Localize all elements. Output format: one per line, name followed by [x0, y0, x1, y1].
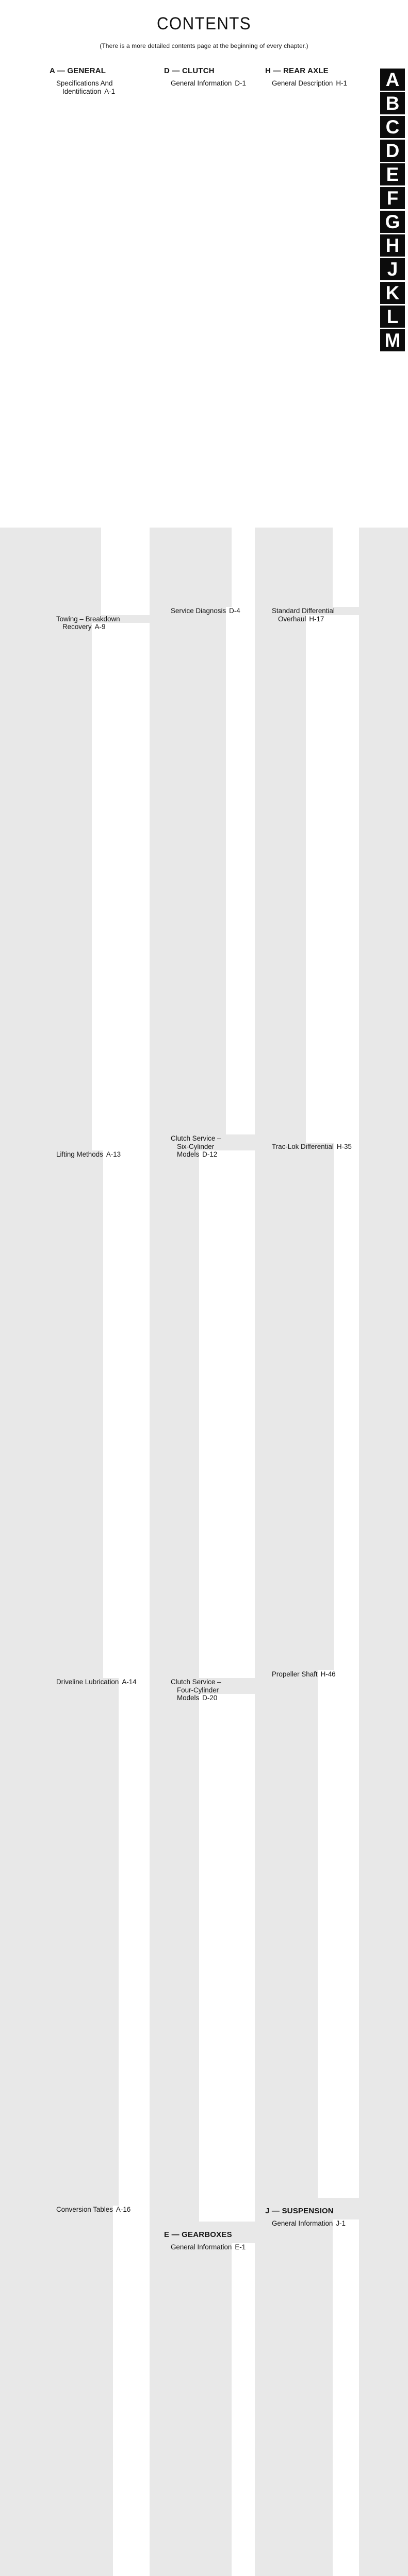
entry-title: Driveline Lubrication [56, 1678, 119, 1686]
letter-tab-f: F [380, 187, 405, 209]
entry-line [50, 1678, 150, 2206]
letter-tab-l: L [380, 306, 405, 328]
page-ref: H-46 [318, 1670, 359, 2198]
page-ref: A-13 [103, 1150, 150, 1678]
entry-line: Clutch Service – [171, 1134, 221, 1142]
page-ref: J-1 [333, 2219, 359, 2576]
section-header-d [164, 66, 255, 75]
entry-line: Four-Cylinder [177, 1686, 219, 1694]
entry-title: Overhaul [278, 615, 306, 623]
entry-line [50, 2206, 150, 2576]
entry-title: Models [177, 1694, 200, 1702]
entry-title: General Information [171, 2243, 232, 2251]
entry-line: Clutch Service – [171, 1678, 221, 1686]
letter-tab-a: A [380, 69, 405, 91]
entry-line: Specifications And [56, 79, 113, 87]
entry-title: Trac-Lok Differential [272, 1142, 334, 1150]
entry-title: Models [177, 1150, 200, 1159]
page-ref: A-14 [119, 1678, 150, 2206]
page-subtitle: (There is a more detailed contents page at the beginning of every chapter.) [100, 42, 308, 49]
toc-entry [50, 79, 150, 615]
page-ref: A-16 [113, 2206, 150, 2576]
section-header-line: E — GEARBOXES [164, 2230, 232, 2240]
entry-line [164, 607, 255, 1134]
entry-title: Conversion Tables [56, 2206, 113, 2214]
letter-tab-b: B [380, 92, 405, 114]
section-entries [265, 2219, 359, 2576]
toc-entry [265, 1143, 359, 1670]
toc-column-right [265, 66, 359, 2576]
toc-section-e [164, 2230, 255, 2576]
entry-title: Propeller Shaft [272, 1670, 318, 1678]
letter-tab-rail [380, 69, 405, 351]
page-ref: D-20 [199, 1694, 255, 2222]
section-entries [50, 79, 150, 2576]
entry-line [50, 88, 150, 615]
section-entries [265, 79, 359, 2198]
page-ref: D-1 [232, 79, 255, 607]
section-header-line: A — GENERAL [50, 66, 106, 75]
toc-column-middle [164, 66, 255, 2576]
section-entries [164, 2243, 255, 2576]
toc-section-d [164, 66, 255, 2222]
entry-line [164, 2243, 255, 2576]
letter-tab-c: C [380, 116, 405, 138]
entry-line [265, 615, 359, 1143]
entry-line: Towing – Breakdown [56, 615, 120, 623]
entry-line: Six-Cylinder [177, 1142, 215, 1150]
entry-line [164, 1150, 255, 1678]
entry-title: Service Diagnosis [171, 607, 226, 615]
section-header-line: J — SUSPENSION [265, 2206, 334, 2215]
entry-title: General Description [272, 79, 333, 87]
entry-title: General Information [272, 2219, 333, 2227]
letter-tab-d: D [380, 140, 405, 162]
letter-tab-h: H [380, 234, 405, 257]
page-ref: E-1 [232, 2243, 255, 2576]
toc-section-a [50, 66, 150, 2576]
toc-section-j [265, 2207, 359, 2576]
entry-title: Recovery [62, 623, 92, 631]
entry-line [50, 623, 150, 1150]
page-title: CONTENTS [156, 14, 252, 33]
toc-entry [265, 607, 359, 1143]
section-header-h [265, 66, 359, 75]
section-header-a [50, 66, 150, 75]
toc-entry [164, 1134, 255, 1678]
page-ref: H-35 [334, 1143, 359, 1670]
page-ref: H-1 [333, 79, 359, 607]
entry-line [265, 1670, 359, 2198]
toc-column-left [50, 66, 150, 2576]
toc-entry [50, 1678, 150, 2206]
page-ref: D-12 [199, 1150, 255, 1678]
entry-line [50, 1150, 150, 1678]
section-header-line: H — REAR AXLE [265, 66, 329, 75]
entry-line [164, 79, 255, 607]
section-entries [164, 79, 255, 2222]
toc-entry [50, 615, 150, 1151]
toc-entry [164, 2243, 255, 2576]
entry-title: Identification [62, 87, 102, 95]
section-header-e [164, 2230, 255, 2239]
entry-title: General Information [171, 79, 232, 87]
entry-title: Lifting Methods [56, 1150, 103, 1159]
entry-line [265, 79, 359, 607]
entry-line [164, 1694, 255, 2222]
entry-line: Standard Differential [272, 607, 335, 615]
toc-entry [164, 1678, 255, 2222]
letter-tab-g: G [380, 211, 405, 233]
toc-entry [164, 607, 255, 1134]
letter-tab-j: J [380, 258, 405, 280]
title-block [0, 0, 408, 49]
toc-entry [265, 2219, 359, 2576]
toc-entry [265, 79, 359, 607]
page-ref: A-1 [101, 88, 150, 615]
letter-tab-m: M [380, 329, 405, 351]
page-ref: H-17 [306, 615, 359, 1143]
toc-entry [164, 79, 255, 607]
letter-tab-e: E [380, 163, 405, 185]
toc-entry [50, 1150, 150, 1678]
toc-entry [265, 1670, 359, 2198]
section-header-j [265, 2207, 359, 2215]
letter-tab-k: K [380, 282, 405, 304]
page-ref: D-4 [226, 607, 255, 1134]
toc-section-h [265, 66, 359, 2198]
toc-columns [0, 66, 408, 2576]
entry-line [265, 2219, 359, 2576]
entry-line [265, 1143, 359, 1670]
page-ref: A-9 [92, 623, 150, 1150]
section-header-line: D — CLUTCH [164, 66, 215, 75]
toc-entry [50, 2206, 150, 2576]
